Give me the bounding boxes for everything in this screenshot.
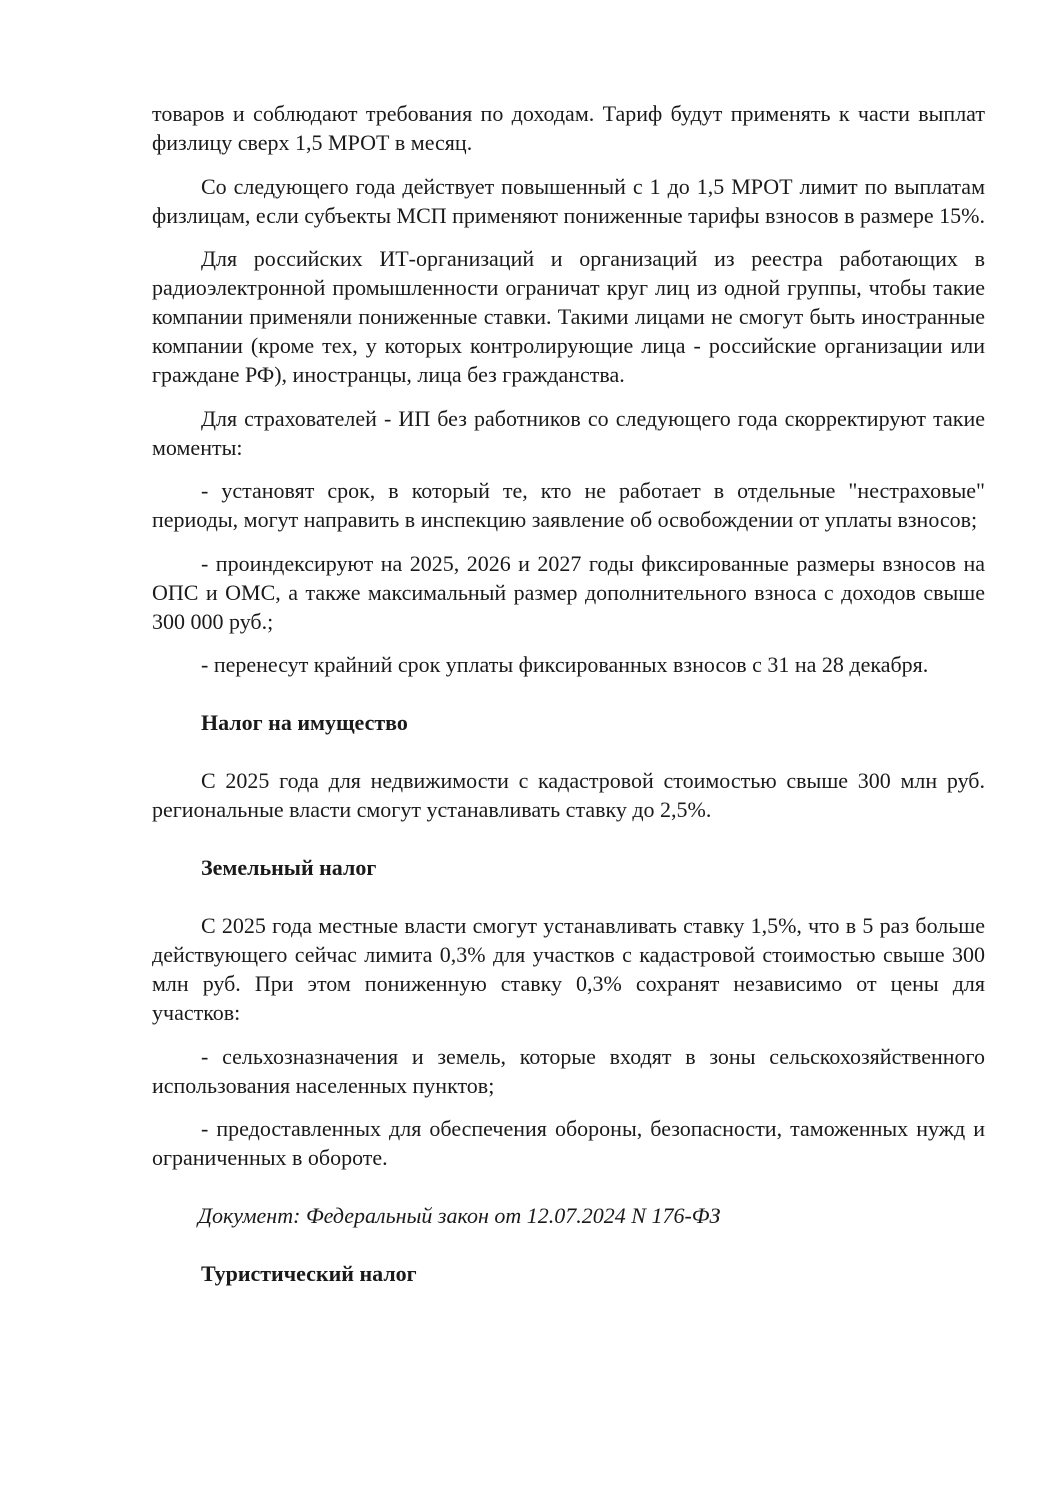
section-heading-land-tax: Земельный налог [201,855,377,880]
list-item-defense-land: - предоставленных для обеспечения обороны, безопасности, таможенных нужд и ограниченных в обороте. [152,1116,985,1170]
list-item-indexation: - проиндексируют на 2025, 2026 и 2027 годы фиксированные размеры взносов на ОПС и ОМС, а также максимальный размер дополнительного взноса с доходов свыше 300 000 руб.; [152,550,985,634]
list-item-agricultural-land: - сельхозназначения и земель, которые входят в зоны сельскохозяйственного использования населенных пунктов; [152,1043,985,1098]
paragraph-land-tax: С 2025 года местные власти смогут устанавливать ставку 1,5%, что в 5 раз больше действующего сейчас лимита 0,3% для участков с кадастровой стоимостью свыше 300 млн руб. При этом пониженную ставку 0,3% сохранят независимо от цены для участков: [152,913,985,1025]
list-item-payment-deadline: - перенесут крайний срок уплаты фиксированных взносов с 31 на 28 декабря. [201,652,929,677]
paragraph-it-organizations: Для российских ИТ-организаций и организаций из реестра работающих в радиоэлектронной промышленности ограничат круг лиц из одной группы, чтобы такие компании применяли пониженные ставки. Такими лицами не смогут быть иностранные компании (кроме тех, у которых контролирующие лица - российские организации или граждане РФ), иностранцы, лица без гражданства. [152,246,985,387]
paragraph-ip-without-employees: Для страхователей - ИП без работников со следующего года скорректируют такие моменты: [152,405,985,460]
paragraph-msp-limit: Со следующего года действует повышенный с 1 до 1,5 МРОТ лимит по выплатам физлицам, если субъекты МСП применяют пониженные тарифы взносов в размере 15%. [152,173,985,228]
list-item-deadline: - установят срок, в который те, кто не работает в отдельные "нестраховые" периоды, могут направить в инспекцию заявление об освобождении от уплаты взносов; [152,478,985,532]
section-heading-property-tax: Налог на имущество [201,710,408,735]
paragraph-property-tax: С 2025 года для недвижимости с кадастровой стоимостью свыше 300 млн руб. региональные власти смогут устанавливать ставку до 2,5%. [152,768,985,822]
paragraph-continuation: товаров и соблюдают требования по доходам. Тариф будут применять к части выплат физлицу сверх 1,5 МРОТ в месяц. [152,101,985,155]
document-reference: Документ: Федеральный закон от 12.07.2024 N 176-ФЗ [198,1203,721,1228]
section-heading-tourist-tax: Туристический налог [201,1261,417,1286]
